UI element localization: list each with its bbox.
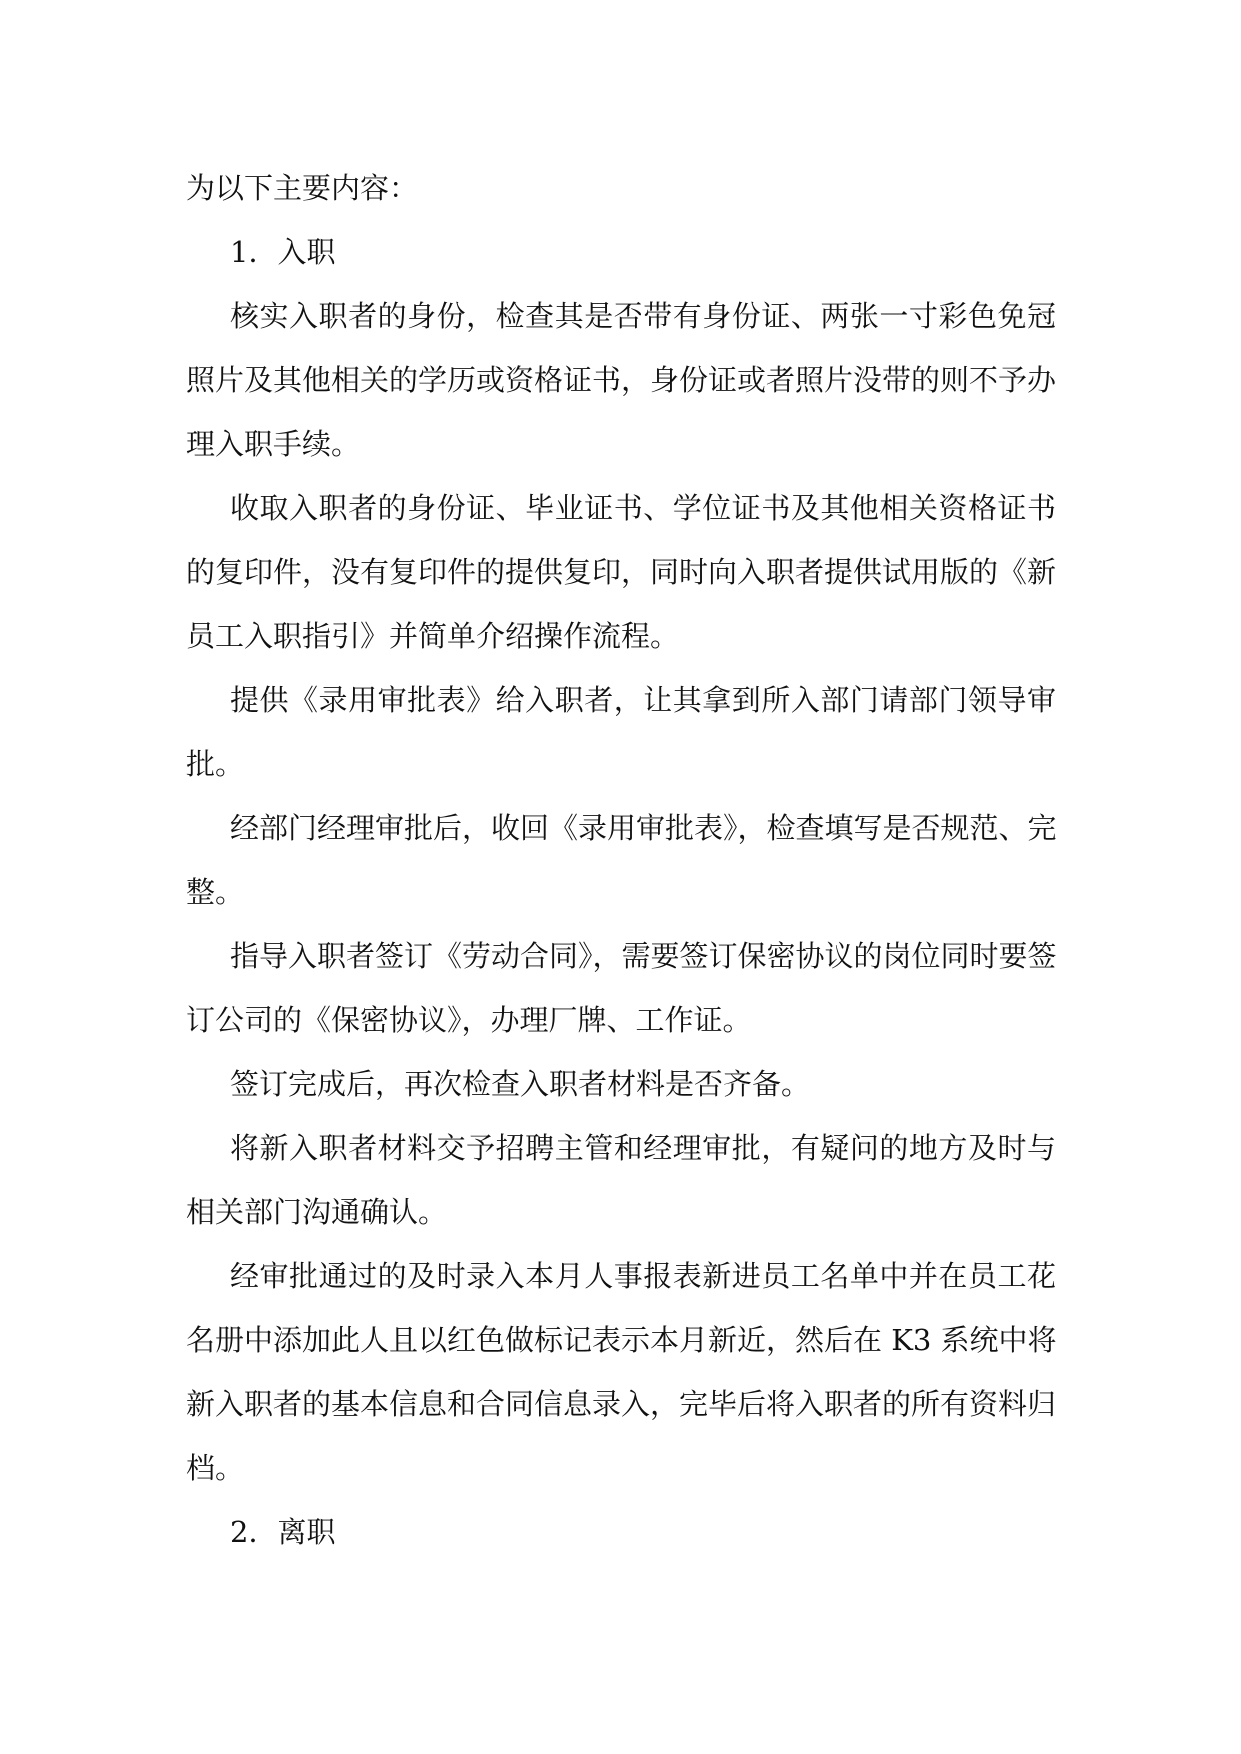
paragraph-line: 档。 <box>186 1451 245 1485</box>
paragraph-line: 名册中添加此人且以红色做标记表示本月新近，然后在 K3 系统中将 <box>186 1323 1057 1357</box>
paragraph-line: 批。 <box>186 747 245 781</box>
intro-text: 为以下主要内容： <box>186 171 419 205</box>
paragraph-line: 核实入职者的身份，检查其是否带有身份证、两张一寸彩色免冠 <box>230 299 1056 333</box>
paragraph-line: 指导入职者签订《劳动合同》，需要签订保密协议的岗位同时要签 <box>230 939 1057 973</box>
paragraph-line: 收取入职者的身份证、毕业证书、学位证书及其他相关资格证书 <box>230 491 1056 525</box>
paragraph-line: 提供《录用审批表》给入职者，让其拿到所入部门请部门领导审 <box>230 683 1056 717</box>
paragraph-line: 新入职者的基本信息和合同信息录入，完毕后将入职者的所有资料归 <box>186 1387 1057 1421</box>
document-body <box>186 156 1056 1564</box>
paragraph-line: 经审批通过的及时录入本月人事报表新进员工名单中并在员工花 <box>230 1259 1056 1293</box>
paragraph-line: 签订完成后，再次检查入职者材料是否齐备。 <box>230 1067 811 1101</box>
paragraph-line: 整。 <box>186 875 245 909</box>
paragraph-line: 照片及其他相关的学历或资格证书，身份证或者照片没带的则不予办 <box>186 363 1057 397</box>
section-heading-offboarding: 2．离职 <box>230 1515 336 1549</box>
paragraph-line: 相关部门沟通确认。 <box>186 1195 448 1229</box>
paragraph-line: 将新入职者材料交予招聘主管和经理审批，有疑问的地方及时与 <box>230 1131 1056 1165</box>
paragraph-line: 的复印件，没有复印件的提供复印，同时向入职者提供试用版的《新 <box>186 555 1057 589</box>
paragraph-line: 经部门经理审批后，收回《录用审批表》，检查填写是否规范、完 <box>230 811 1057 845</box>
paragraph-line: 订公司的《保密协议》，办理厂牌、工作证。 <box>186 1003 752 1037</box>
paragraph-line: 理入职手续。 <box>186 427 361 461</box>
paragraph-line: 员工入职指引》并简单介绍操作流程。 <box>186 619 680 653</box>
section-heading-onboarding: 1．入职 <box>230 235 336 269</box>
